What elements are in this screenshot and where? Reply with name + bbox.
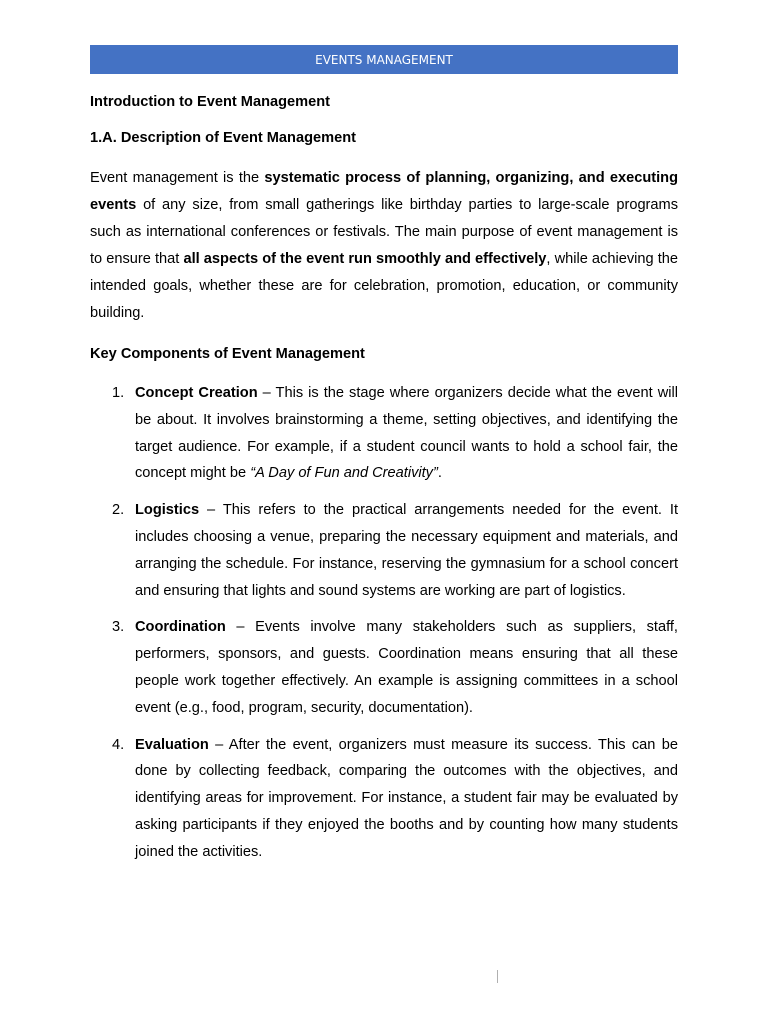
description-heading: 1.A. Description of Event Management bbox=[90, 130, 356, 146]
list-item-number: 3. bbox=[112, 619, 125, 636]
list-item bbox=[90, 732, 678, 866]
list-item-title: Coordination bbox=[135, 619, 226, 636]
paragraph-text-1: Event management is the bbox=[90, 170, 265, 186]
paragraph-bold-2: all aspects of the event run smoothly and effectively bbox=[183, 251, 547, 267]
list-item bbox=[90, 380, 678, 487]
key-components-heading: Key Components of Event Management bbox=[90, 346, 365, 362]
list-item-text: – After the event, organizers must measure its success. This can be done by collecting feedback, comparing the outcomes with the objectives, and identifying areas for improvement. For instance, a student fair may be evaluated by asking participants if they enjoyed the booths and by counting how many students joined the activities. bbox=[135, 736, 678, 860]
header-title: EVENTS MANAGEMENT bbox=[315, 52, 453, 67]
document-body bbox=[90, 92, 678, 876]
intro-heading: Introduction to Event Management bbox=[90, 94, 330, 110]
list-item-number: 4. bbox=[112, 736, 125, 753]
list-item bbox=[90, 614, 678, 721]
list-item-title: Logistics bbox=[135, 502, 200, 519]
paragraph-text-3: , while achieving the intended goals, whether these are for celebration, promotion, education, or community building. bbox=[90, 251, 678, 321]
paragraph-bold-1: systematic process of planning, organizing, and executing events bbox=[90, 170, 678, 213]
list-item-title: Concept Creation bbox=[135, 385, 258, 401]
components-list bbox=[90, 380, 678, 866]
document-header-bar bbox=[90, 45, 678, 74]
footer-separator bbox=[497, 970, 498, 983]
list-item-title: Evaluation bbox=[135, 736, 209, 753]
paragraph-text-2: of any size, from small gatherings like birthday parties to large-scale programs such as international conferences or festivals. The main purpose of event management is to ensure that bbox=[90, 197, 678, 267]
list-item bbox=[90, 497, 678, 604]
list-item-number: 2. bbox=[112, 502, 125, 519]
list-item-text: – This refers to the practical arrangements needed for the event. It includes choosing a venue, preparing the necessary equipment and materials, and arranging the schedule. For instance, reserving the gymnasium for a school concert and ensuring that lights and sound systems are working are part of logistics. bbox=[135, 502, 678, 599]
list-item-number: 1. bbox=[112, 385, 125, 401]
list-item-text: – This is the stage where organizers decide what the event will be about. It involves brainstorming a theme, setting objectives, and identifying the target audience. For example, if a student council wants to hold a school fair, the concept might be bbox=[135, 385, 678, 482]
list-item-italic: “A Day of Fun and Creativity” bbox=[250, 465, 438, 482]
list-item-tail: . bbox=[437, 465, 442, 482]
list-item-text: – Events involve many stakeholders such as suppliers, staff, performers, sponsors, and guests. Coordination means ensuring that all these people work together effectively. An example is assigning committees in a school event (e.g., food, program, security, documentation). bbox=[135, 619, 678, 716]
description-paragraph bbox=[90, 165, 678, 327]
